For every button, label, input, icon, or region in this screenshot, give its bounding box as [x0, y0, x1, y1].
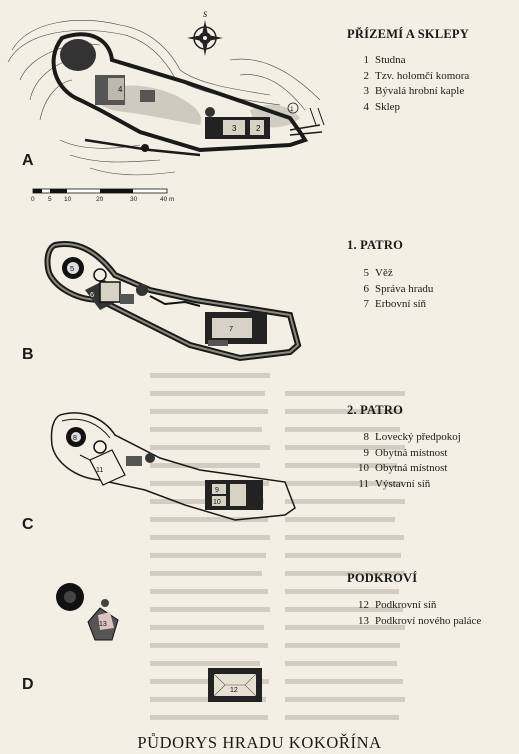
legend-room-name: Lovecký předpokoj: [375, 431, 461, 443]
legend-item: [347, 297, 433, 313]
legend-room-name: Obytná místnost: [375, 462, 448, 474]
legend-item: [347, 446, 461, 462]
legend-number: 7: [363, 298, 369, 310]
legend-number: 6: [363, 282, 369, 295]
legend-d: [347, 598, 481, 629]
plan-a-label-4: 4: [118, 85, 123, 94]
legend-room-name: Bývalá hrobní kaple: [375, 85, 465, 97]
legend-item: [347, 84, 469, 100]
scale-tick-label: 40 m: [160, 196, 175, 203]
floor-letter-d: D: [22, 676, 34, 693]
plan-b-label-6: 6: [90, 290, 95, 299]
legend-room-name: Studna: [375, 54, 406, 66]
legend-room-name: Podkrovní síň: [375, 599, 437, 611]
plan-a-label-1: 1: [290, 106, 294, 113]
legend-number: 4: [363, 100, 369, 113]
plan-a-label-2: 2: [256, 124, 261, 133]
legend-number: 13: [358, 614, 369, 627]
legend-room-name: Sklep: [375, 100, 401, 113]
plan-b-label-5: 5: [70, 264, 75, 273]
legend-item: [347, 69, 469, 85]
plan-d-label-12: 12: [230, 687, 238, 694]
legend-room-name: Věž: [375, 267, 393, 279]
legend-number: 8: [363, 431, 369, 443]
section-heading-d: PODKROVÍ: [347, 571, 418, 585]
legend-room-name: Tzv. holomčí komora: [375, 69, 470, 82]
plan-c-castle: [51, 413, 295, 520]
floor-letter-b: B: [22, 346, 34, 363]
legend-item: [347, 614, 481, 630]
legend-item: [347, 100, 469, 116]
plan-c-label-8: 8: [73, 435, 77, 442]
legend-c: [347, 430, 461, 492]
plan-b-castle: [47, 244, 298, 358]
plan-c-label-10: 10: [213, 499, 221, 506]
plan-a-castle: [54, 34, 324, 155]
compass-north-label: S: [203, 10, 207, 19]
legend-room-name: Erbovní síň: [375, 298, 427, 310]
section-heading-b: 1. PATRO: [347, 238, 403, 252]
legend-b: [347, 266, 433, 313]
legend-item: [347, 430, 461, 446]
legend-number: 1: [363, 54, 369, 66]
section-heading-a: PŘÍZEMÍ A SKLEPY: [347, 27, 469, 41]
legend-number: 12: [358, 599, 369, 611]
legend-room-name: Správa hradu: [375, 282, 434, 295]
legend-number: 3: [363, 85, 369, 97]
page-title: PŮDORYS HRADU KOKOŘÍNA: [137, 733, 382, 752]
plan-d-label-13: 13: [99, 621, 107, 628]
legend-room-name: Podkroví nového paláce: [375, 614, 482, 627]
plan-c-label-11: 11: [96, 467, 104, 474]
scale-tick-label: 10: [64, 196, 72, 203]
legend-item: [347, 461, 461, 477]
plan-b-label-7: 7: [229, 324, 234, 333]
legend-number: 5: [363, 267, 369, 279]
legend-a: [347, 53, 469, 115]
legend-room-name: Obytná místnost: [375, 446, 448, 459]
plan-a-label-3: 3: [232, 124, 237, 133]
scale-tick-label: 30: [130, 196, 138, 203]
legend-number: 11: [358, 477, 369, 490]
plan-c-label-9: 9: [215, 487, 219, 494]
plan-d-castle: [56, 583, 262, 702]
floor-letter-a: A: [22, 152, 34, 169]
legend-item: [347, 598, 481, 614]
compass-rose-icon: [187, 20, 223, 56]
legend-number: 10: [358, 462, 369, 474]
legend-item: [347, 477, 461, 493]
scale-tick-label: 0: [31, 196, 35, 203]
legend-room-name: Výstavní síň: [375, 477, 431, 490]
legend-item: [347, 266, 433, 282]
legend-item: [347, 282, 433, 298]
scale-bar: [33, 189, 167, 193]
section-heading-c: 2. PATRO: [347, 403, 403, 417]
floor-letter-c: C: [22, 516, 34, 533]
legend-number: 2: [363, 69, 369, 82]
legend-number: 9: [363, 446, 369, 459]
scale-tick-label: 20: [96, 196, 104, 203]
legend-item: [347, 53, 469, 69]
scale-tick-label: 5: [48, 196, 52, 203]
